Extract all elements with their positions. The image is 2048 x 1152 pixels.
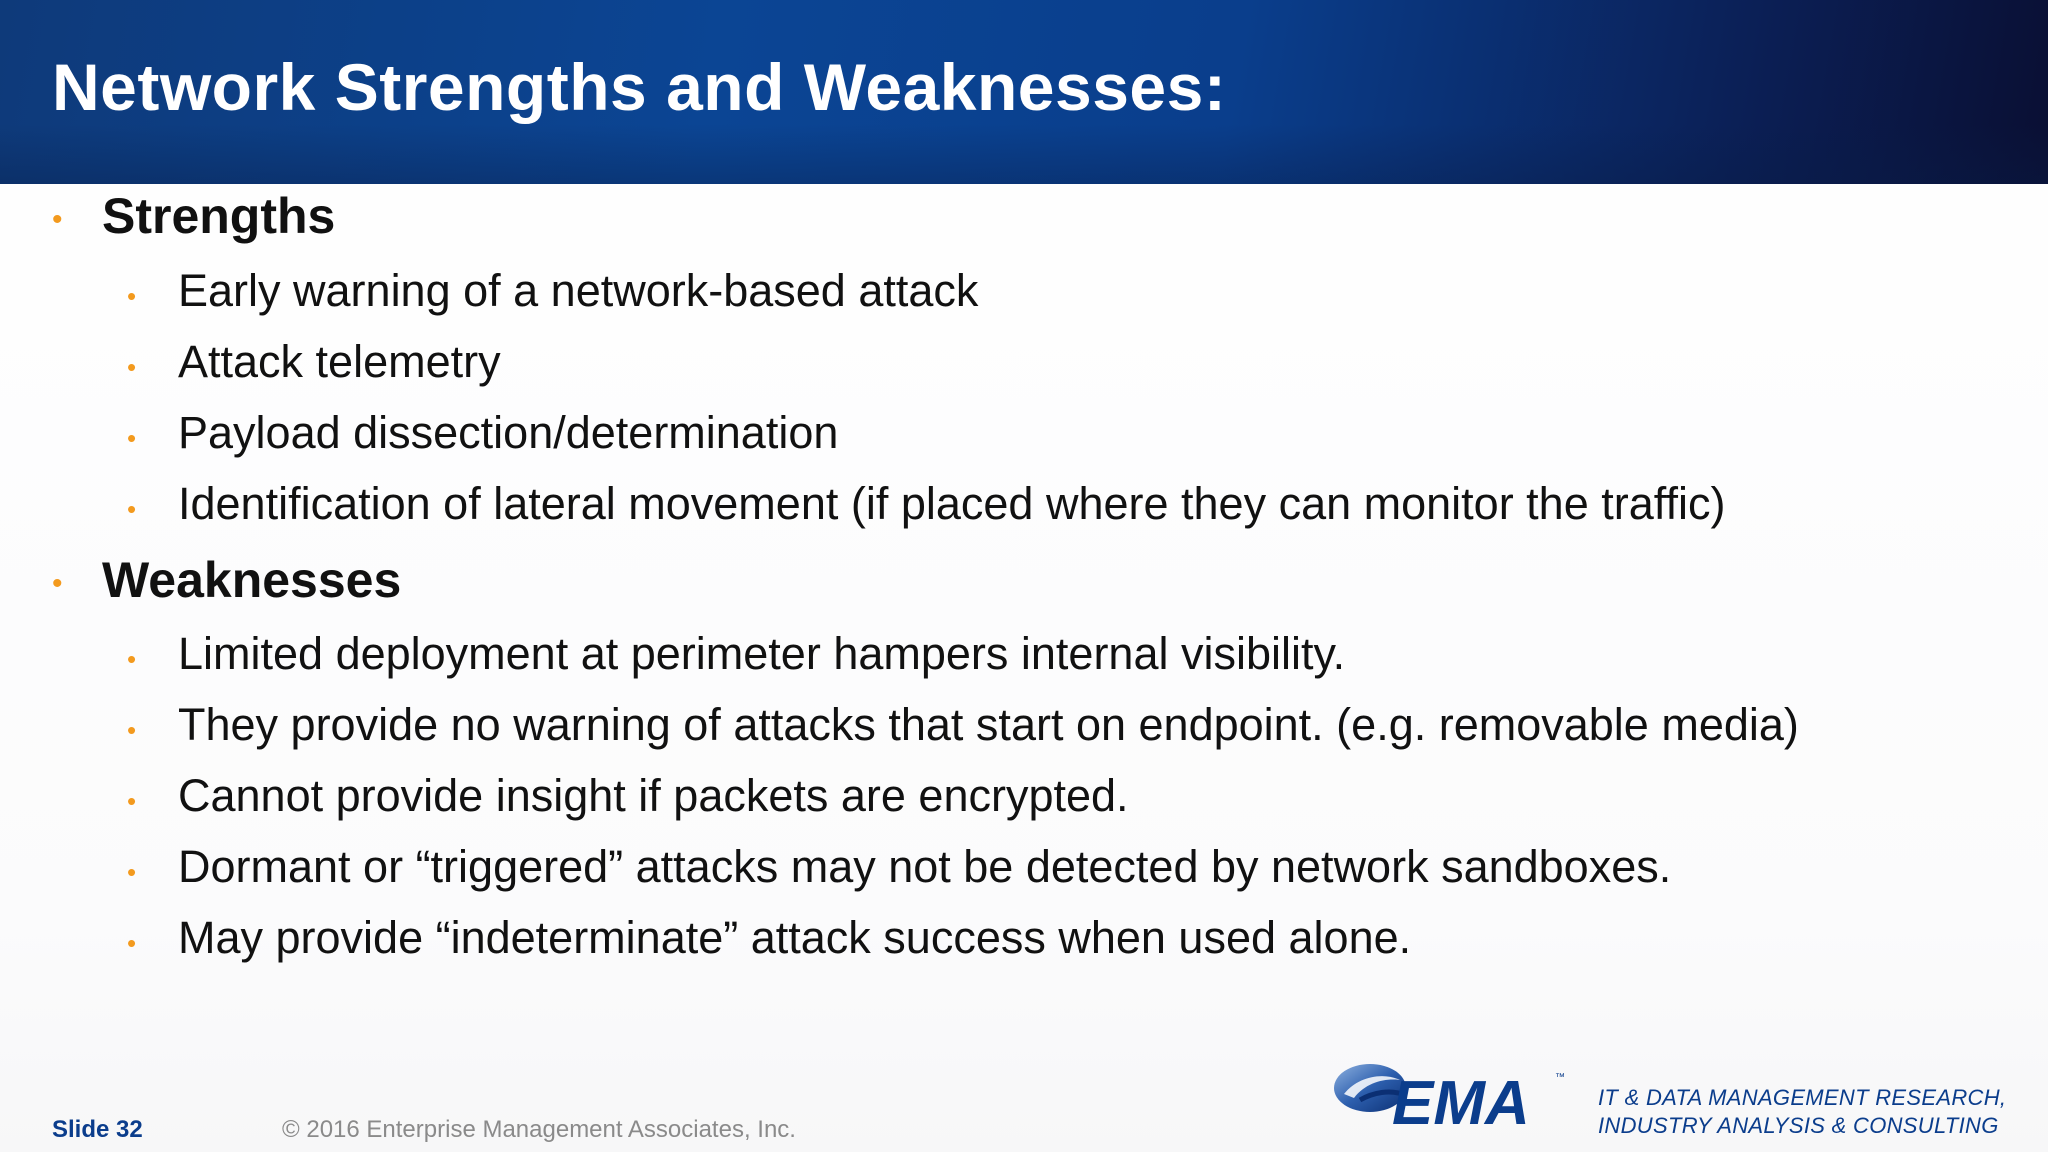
bullet-icon: • <box>127 494 137 524</box>
copyright-text: © 2016 Enterprise Management Associates, Inc. <box>282 1116 796 1143</box>
tagline-line-2: INDUSTRY ANALYSIS & CONSULTING <box>1598 1113 1999 1138</box>
bullet-icon: • <box>127 928 137 958</box>
bullet-icon: • <box>127 786 137 816</box>
bullet-icon: • <box>127 644 137 674</box>
bullet-icon: • <box>127 352 137 382</box>
bullet-icon: • <box>127 423 137 453</box>
ema-logo-icon <box>1330 1054 1570 1134</box>
bullet-icon: • <box>127 281 137 311</box>
tagline-line-1: IT & DATA MANAGEMENT RESEARCH, <box>1598 1085 2007 1110</box>
tagline <box>1598 1084 2006 1140</box>
slide-title: Network Strengths and Weaknesses: <box>52 50 1227 124</box>
bullet-icon: • <box>127 715 137 745</box>
bullet-icon: • <box>52 567 63 600</box>
slide-number: Slide 32 <box>52 1116 143 1143</box>
bullet-icon: • <box>127 857 137 887</box>
logo-trademark: ™ <box>1555 1072 1565 1083</box>
bullet-icon: • <box>52 203 63 236</box>
logo-wordmark: EMA <box>1392 1069 1530 1134</box>
slide-content: • Strengths • Early warning of a network-based attack • Attack telemetry • Payload dissection/determination • Identification of lateral movement (if placed where they can monitor the traffic) • Weaknesses • Limited deployment at perimeter hampers internal visibility. • They provide no warning of attacks that start on endpoint. (e.g. removable media) • Cannot provide insight if packets are encrypted. • Dormant or “triggered” attacks may not be detected by network sandboxes. • May provide “indeterminate” attack success when used alone. <box>52 188 1799 963</box>
